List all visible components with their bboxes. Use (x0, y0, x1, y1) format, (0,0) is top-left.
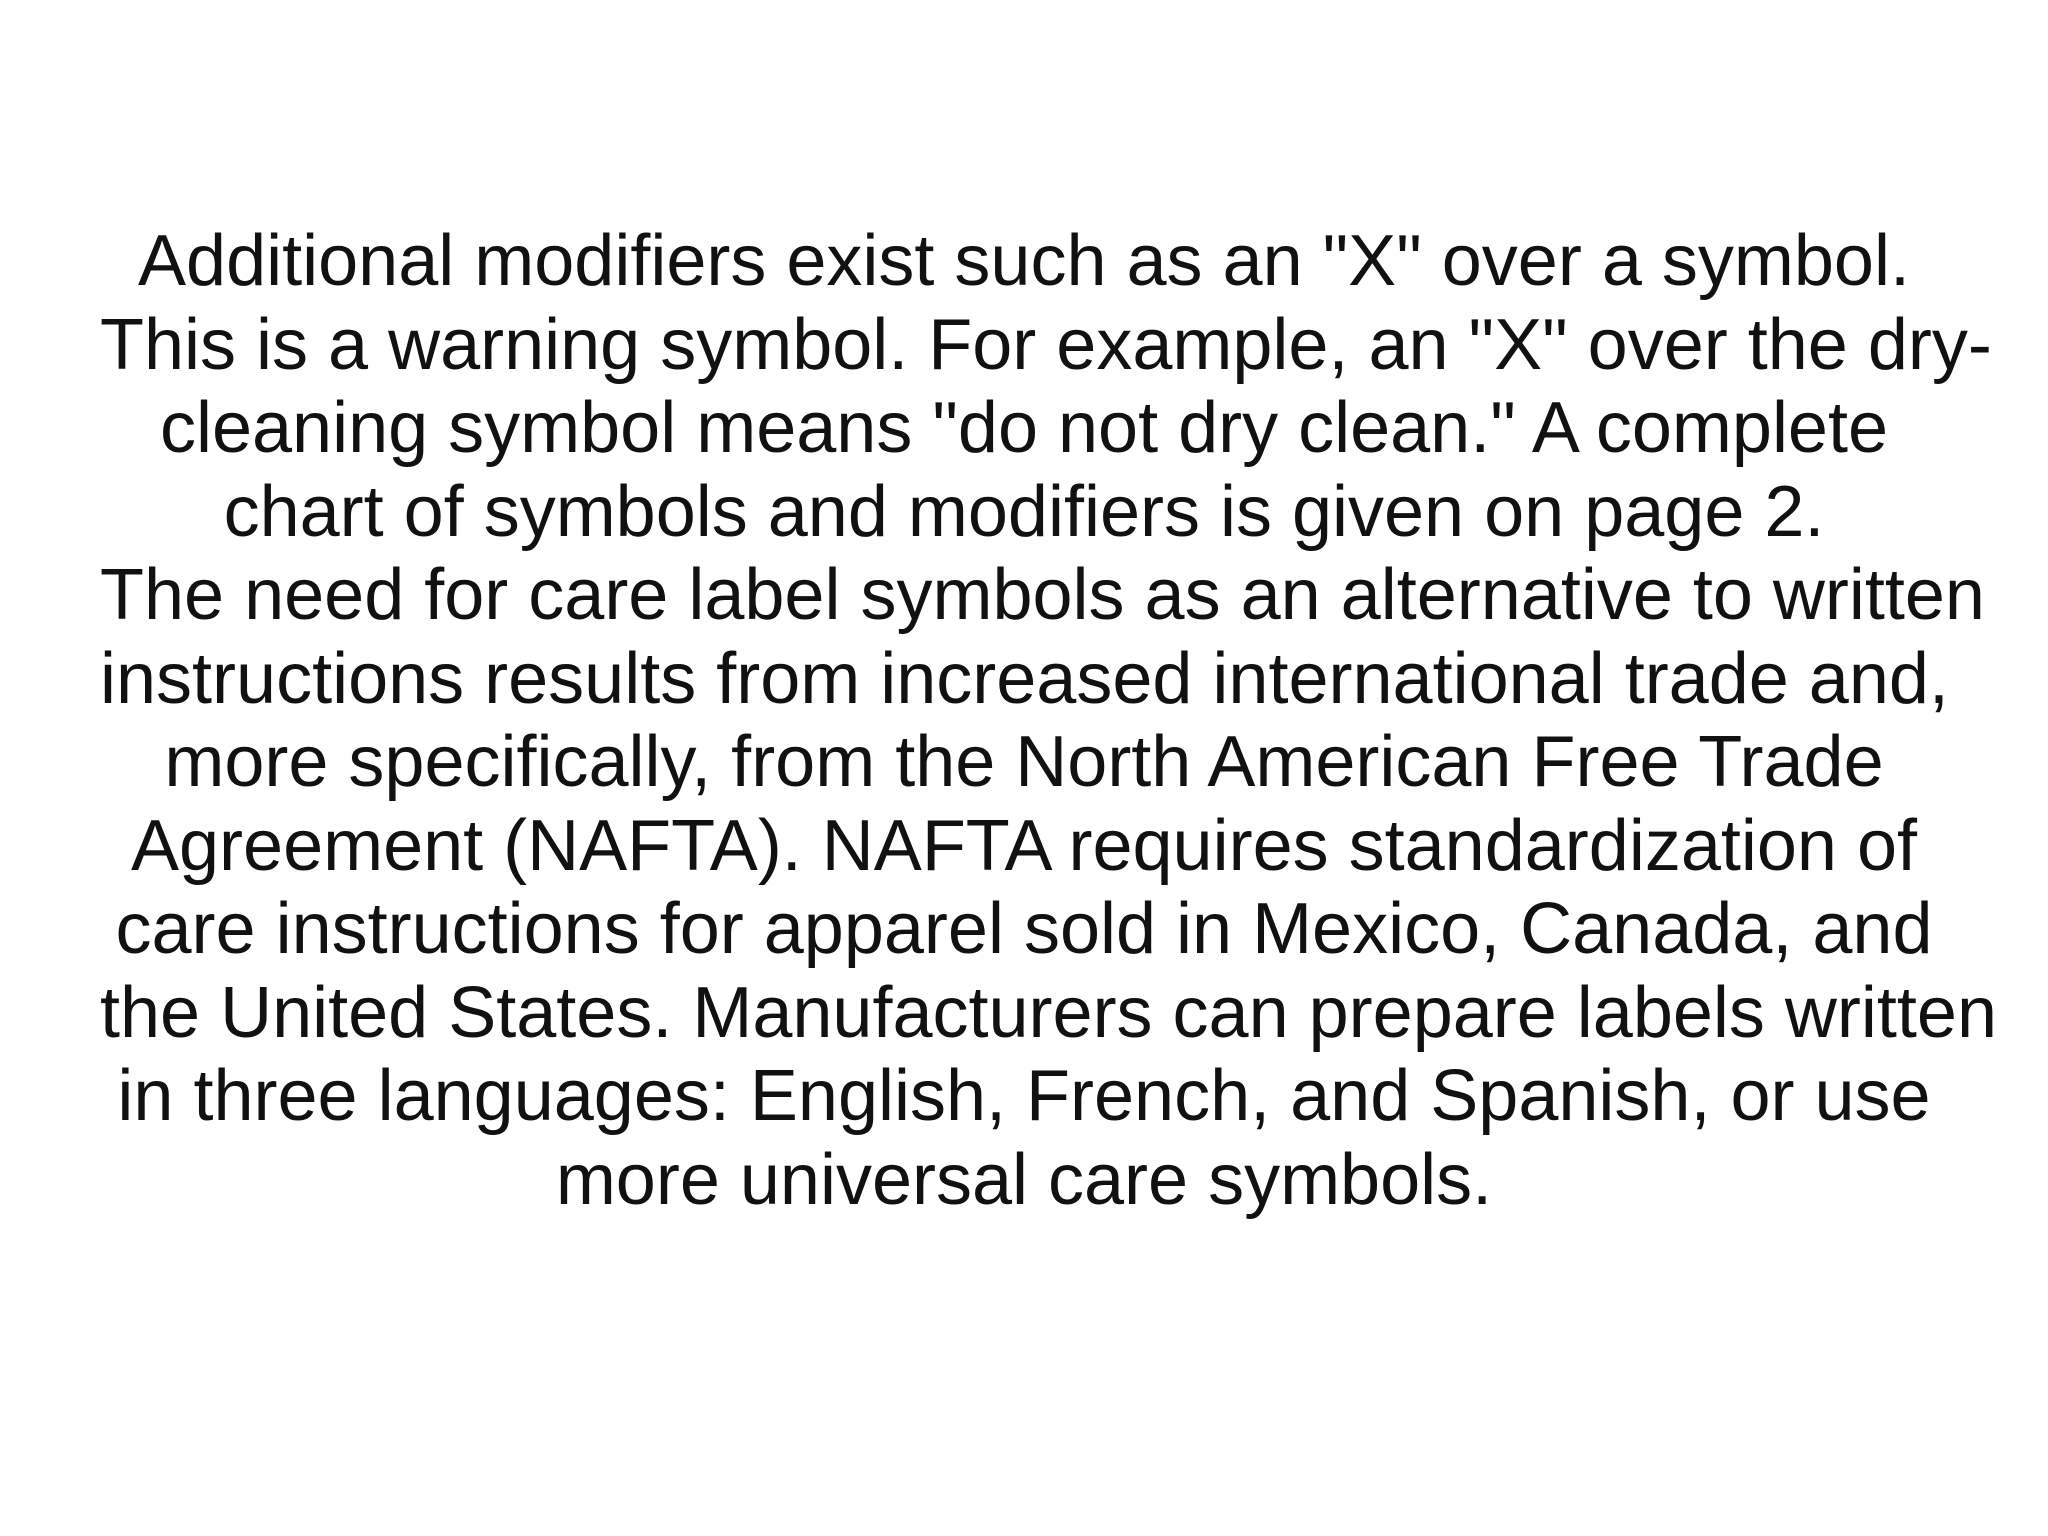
text-line: chart of symbols and modifiers is given on page 2. (223, 471, 1825, 552)
text-line: the United States. Manufacturers can prepare labels written (100, 972, 1997, 1053)
text-line: Agreement (NAFTA). NAFTA requires standardization of (130, 805, 1917, 886)
text-line: more universal care symbols. (555, 1139, 1493, 1220)
text-line: care instructions for apparel sold in Mexico, Canada, and (115, 889, 1933, 969)
text-line: The need for care label symbols as an alternative to written (100, 555, 1985, 635)
text-line: more specifically, from the North American Free Trade (164, 722, 1884, 802)
text-line: instructions results from increased international trade and, (100, 638, 1949, 719)
body-text (100, 220, 1997, 1222)
paragraph-nafta (100, 554, 1997, 1222)
text-line: Additional modifiers exist such as an "X" over a symbol. (138, 221, 1910, 301)
text-line: This is a warning symbol. For example, an "X" over the dry- (100, 304, 1992, 385)
text-line: cleaning symbol means "do not dry clean." A complete (159, 388, 1889, 468)
text-line: in three languages: English, French, and Spanish, or use (117, 1056, 1931, 1136)
paragraph-modifiers (100, 220, 1992, 554)
